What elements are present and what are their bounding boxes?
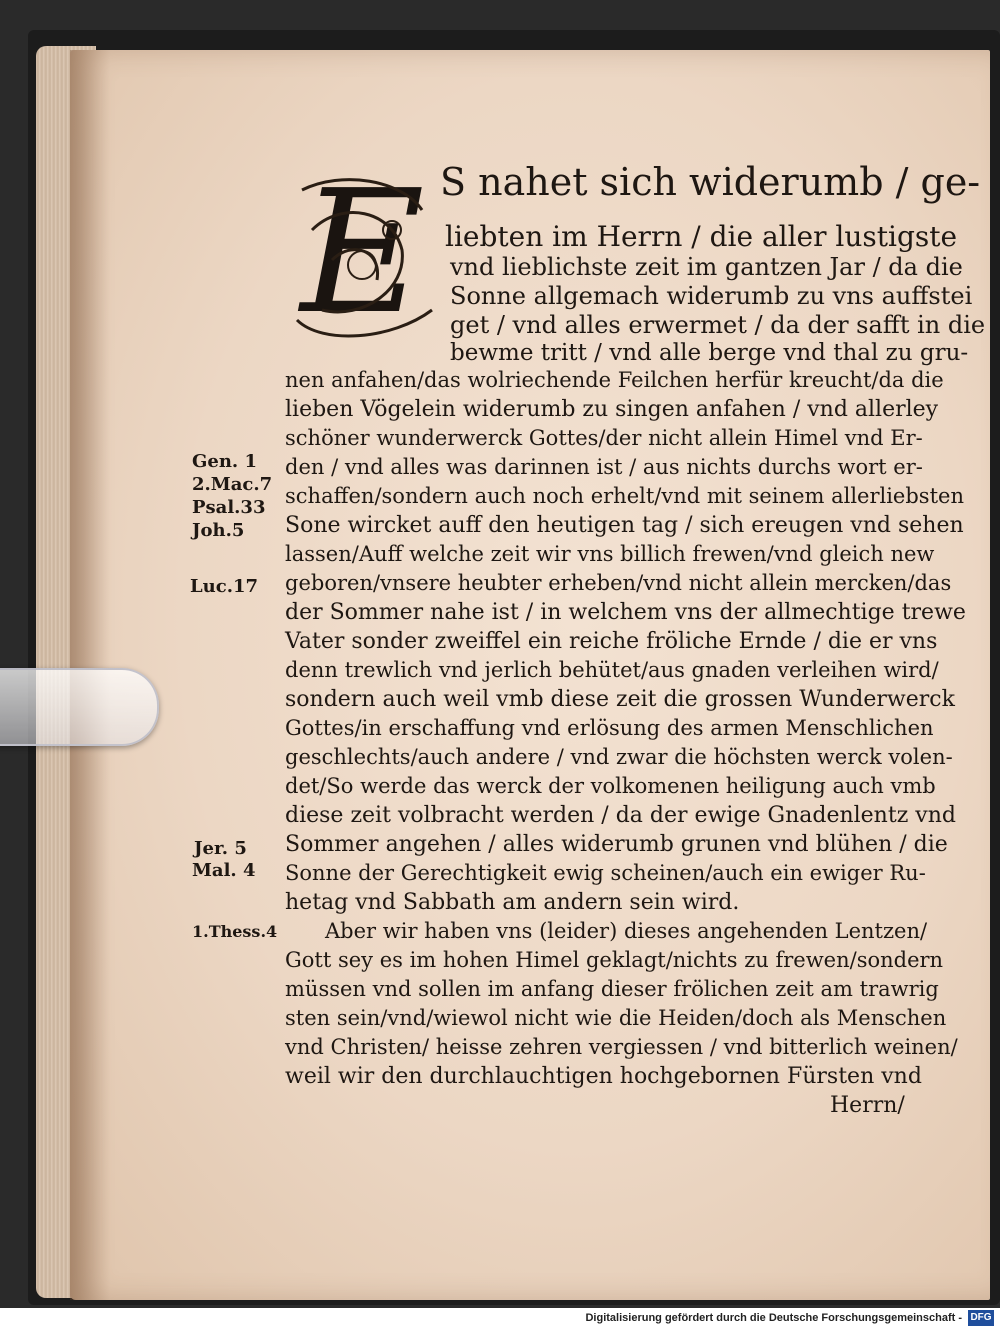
bookmark-clip — [0, 668, 159, 746]
drop-initial: E — [300, 154, 425, 352]
text-line: diese zeit volbracht werden / da der ewige Gnadenlentz vnd — [285, 803, 956, 828]
text-line: sten sein/vnd/wiewol nicht wie die Heiden/doch als Menschen — [285, 1006, 947, 1030]
text-line: lieben Vögelein widerumb zu singen anfahen / vnd allerley — [285, 397, 939, 422]
text-line: Sonne allgemach widerumb zu vns auffstei — [450, 282, 973, 310]
text-line: hetag vnd Sabbath am andern sein wird. — [285, 890, 740, 915]
text-line: nen anfahen/das wolriechende Feilchen herfür kreucht/da die — [285, 368, 944, 392]
footer-credit: Digitalisierung gefördert durch die Deutsche Forschungsgemeinschaft - — [585, 1312, 962, 1324]
text-line: sondern auch weil vmb diese zeit die grossen Wunderwerck — [285, 687, 955, 712]
text-line: get / vnd alles erwermet / da der safft in die — [450, 311, 986, 339]
text-line: liebten im Herrn / die aller lustigste — [445, 220, 958, 253]
text-line: müssen vnd sollen im anfang dieser frölichen zeit am trawrig — [285, 977, 939, 1001]
margin-note: Joh.5 — [192, 520, 245, 541]
text-line: Sonne der Gerechtigkeit ewig scheinen/auch ein ewiger Ru- — [285, 861, 926, 885]
text-line: der Sommer nahe ist / in welchem vns der allmechtige trewe — [285, 600, 966, 625]
margin-note: 1.Thess.4 — [192, 922, 278, 941]
text-line: Gott sey es im hohen Himel geklagt/nichts zu frewen/sondern — [285, 948, 944, 972]
text-line: Sommer angehen / alles widerumb grunen vnd blühen / die — [285, 832, 948, 857]
drop-initial-ornament — [282, 170, 442, 345]
text-line: geschlechts/auch andere / vnd zwar die höchsten werck volen- — [285, 745, 953, 769]
text-line: vnd lieblichste zeit im gantzen Jar / da die — [450, 253, 963, 281]
margin-note: Jer. 5 — [194, 838, 247, 859]
footer-bar — [0, 1308, 1000, 1330]
text-line: schöner wunderwerck Gottes/der nicht allein Himel vnd Er- — [285, 426, 923, 450]
margin-note: Psal.33 — [192, 497, 266, 518]
text-line: denn trewlich vnd jerlich behütet/aus gnaden verleihen wird/ — [285, 658, 939, 682]
margin-note: 2.Mac.7 — [192, 474, 273, 495]
text-line: schaffen/sondern auch noch erhelt/vnd mit seinem allerliebsten — [285, 484, 964, 508]
text-line: geboren/vnsere heubter erheben/vnd nicht allein mercken/das — [285, 571, 952, 595]
margin-note: Mal. 4 — [192, 860, 256, 881]
text-line: Vater sonder zweiffel ein reiche fröliche Ernde / die er vns — [285, 629, 938, 654]
text-line: lassen/Auff welche zeit wir vns billich frewen/vnd gleich new — [285, 542, 935, 566]
text-line: det/So werde das werck der volkomenen heiligung auch vmb — [285, 774, 936, 798]
dfg-logo: DFG — [968, 1310, 994, 1326]
text-line: vnd Christen/ heisse zehren vergiessen / vnd bitterlich weinen/ — [285, 1035, 958, 1059]
text-line: Gottes/in erschaffung vnd erlösung des armen Menschlichen — [285, 716, 934, 740]
margin-note: Gen. 1 — [192, 451, 257, 472]
text-line: weil wir den durchlauchtigen hochgebornen Fürsten vnd — [285, 1064, 922, 1089]
text-line: Sone wircket auff den heutigen tag / sich ereugen vnd sehen — [285, 513, 964, 538]
text-line: den / vnd alles was darinnen ist / aus nichts durchs wort er- — [285, 455, 923, 479]
catchword: Herrn/ — [830, 1093, 905, 1118]
text-line: S nahet sich widerumb / ge- — [440, 160, 981, 204]
text-line: Aber wir haben vns (leider) dieses angehenden Lentzen/ — [325, 919, 928, 943]
text-line: bewme tritt / vnd alle berge vnd thal zu gru- — [450, 340, 969, 366]
margin-note: Luc.17 — [190, 576, 259, 597]
